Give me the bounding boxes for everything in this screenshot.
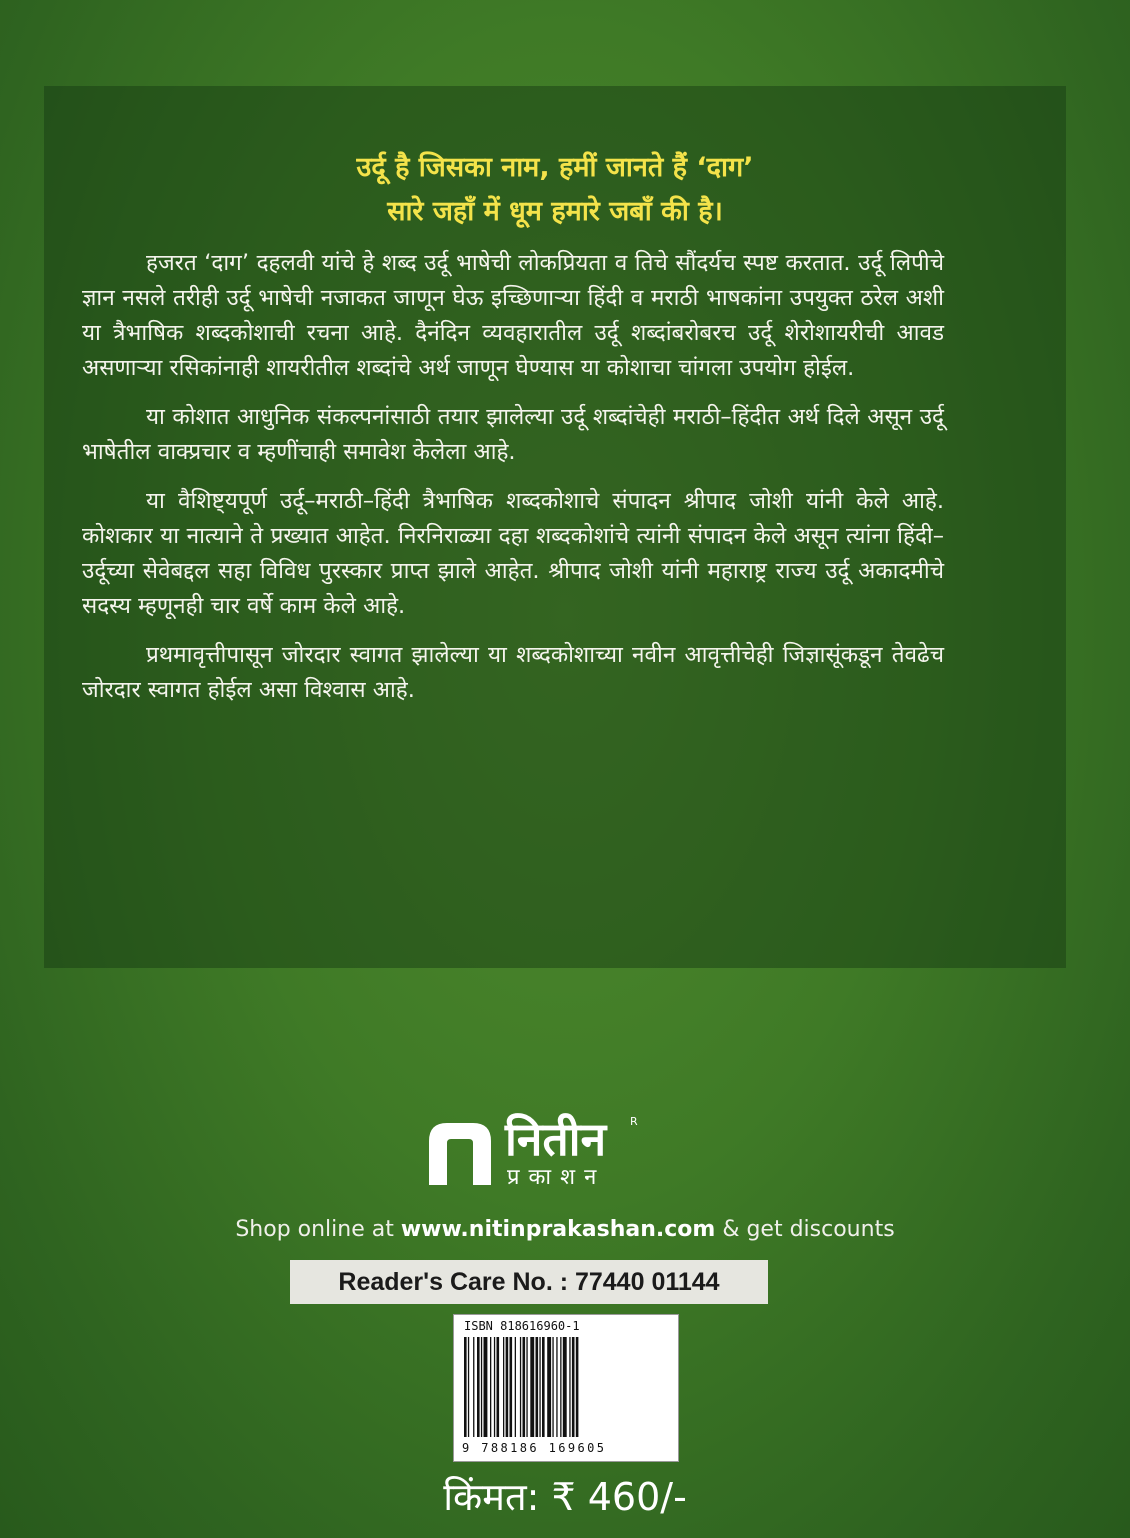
- publisher-name: नितीन: [505, 1112, 607, 1166]
- readers-care-number: Reader's Care No. : 77440 01144: [290, 1260, 768, 1304]
- shop-online-line: [0, 1217, 1130, 1242]
- publisher-logo: [425, 1112, 725, 1195]
- shop-prefix: Shop online at: [235, 1217, 401, 1242]
- paragraph-3: या वैशिष्ट्यपूर्ण उर्दू–मराठी–हिंदी त्रैभाषिक शब्दकोशाचे संपादन श्रीपाद जोशी यांनी केले आहे. कोशकार या नात्याने ते प्रख्यात आहेत. निरनिराळ्या दहा शब्दकोशांचे त्यांनी संपादन केले असून त्यांना हिंदी–उर्दूच्या सेवेबद्दल सहा विविध पुरस्कार प्राप्त झाले आहेत. श्रीपाद जोशी यांनी महाराष्ट्र राज्य उर्दू अकादमीचे सदस्य म्हणूनही चार वर्षे काम केले आहे.: [82, 488, 944, 619]
- registered-mark: R: [630, 1115, 638, 1128]
- couplet-line-1: उर्दू है जिसका नाम, हमीं जानते हैं ‘दाग’: [356, 152, 754, 183]
- paragraph-4: प्रथमावृत्तीपासून जोरदार स्वागत झालेल्या या शब्दकोशाच्या नवीन आवृत्तीचेही जिज्ञासूंकडून तेवढेच जोरदार स्वागत होईल असा विश्वास आहे.: [82, 642, 944, 703]
- couplet-line-2: सारे जहाँ में धूम हमारे जबाँ की है।: [387, 196, 723, 227]
- publisher-subtitle: प्रकाशन: [507, 1165, 606, 1190]
- paragraph-2: या कोशात आधुनिक संकल्पनांसाठी तयार झालेल्या उर्दू शब्दांचेही मराठी–हिंदीत अर्थ दिले असून उर्दू भाषेतील वाक्प्रचार व म्हणींचाही समावेश केलेला आहे.: [82, 404, 944, 465]
- barcode-bars: [462, 1337, 670, 1439]
- publisher-mark-icon: [425, 1121, 495, 1187]
- paragraph-1: हजरत ‘दाग’ दहलवी यांचे हे शब्द उर्दू भाषेची लोकप्रियता व तिचे सौंदर्यच स्पष्ट करतात. उर्दू लिपीचे ज्ञान नसले तरीही उर्दू भाषेची नजाकत जाणून घेऊ इच्छिणाऱ्या हिंदी व मराठी भाषकांना उपयुक्त ठरेल अशी या त्रैभाषिक शब्दकोशाची रचना आहे. दैनंदिन व्यवहारातील उर्दू शब्दांबरोबरच उर्दू शेरोशायरीची आवड असणाऱ्या रसिकांनाही शायरीतील शब्दांचे अर्थ जाणून घेण्यास या कोशाचा चांगला उपयोग होईल.: [82, 250, 944, 381]
- isbn-top-text: ISBN 818616960-1: [464, 1319, 580, 1333]
- price: किंमत: ₹ 460/-: [443, 1475, 687, 1519]
- couplet: [44, 146, 1066, 234]
- shop-url[interactable]: www.nitinprakashan.com: [400, 1217, 716, 1242]
- shop-suffix: & get discounts: [715, 1217, 895, 1242]
- barcode: [453, 1314, 679, 1462]
- isbn-bottom-text: 9 788186 169605: [462, 1441, 607, 1455]
- blurb: [82, 246, 944, 722]
